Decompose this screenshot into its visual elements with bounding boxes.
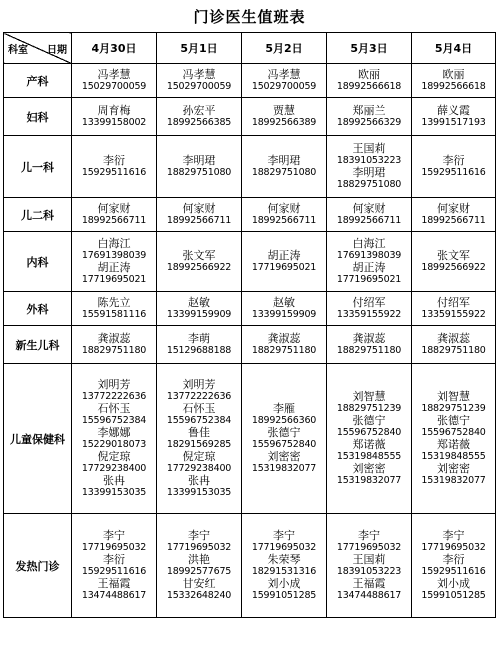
table-row bbox=[4, 364, 496, 514]
doctor-phone: 17719695032 bbox=[421, 541, 486, 553]
department-cell: 内科 bbox=[4, 232, 72, 292]
doctor-phone: 15332648240 bbox=[166, 589, 232, 601]
doctor-name: 何家财 bbox=[437, 201, 470, 215]
doctor-phone: 15596752840 bbox=[421, 426, 486, 438]
doctor-entry bbox=[412, 439, 495, 463]
doctor-name: 王福霞 bbox=[97, 576, 131, 590]
doctor-name: 刘智慧 bbox=[352, 389, 386, 403]
department-cell: 发热门诊 bbox=[4, 514, 72, 618]
table-row bbox=[4, 514, 496, 618]
doctor-name: 鲁佳 bbox=[188, 425, 210, 439]
doctor-phone: 15929511616 bbox=[81, 565, 147, 577]
doctor-phone: 18992566711 bbox=[166, 214, 232, 226]
date-header: 5月2日 bbox=[242, 33, 327, 64]
doctor-name: 王福霞 bbox=[352, 576, 386, 590]
doctor-phone: 17729238400 bbox=[166, 462, 232, 474]
doctor-entry bbox=[242, 333, 326, 357]
doctor-entry bbox=[327, 297, 411, 321]
doctor-phone: 13991517193 bbox=[421, 116, 486, 128]
doctor-entry bbox=[242, 427, 326, 451]
doctor-entry bbox=[327, 439, 411, 463]
doctor-phone: 15596752840 bbox=[251, 438, 317, 450]
doctor-entry bbox=[72, 578, 156, 602]
duty-cell bbox=[327, 64, 412, 98]
doctor-phone: 13474488617 bbox=[81, 589, 147, 601]
duty-cell bbox=[242, 232, 327, 292]
doctor-entry bbox=[72, 155, 156, 179]
doctor-entry bbox=[157, 530, 241, 554]
duty-cell bbox=[157, 98, 242, 136]
doctor-entry bbox=[72, 403, 156, 427]
doctor-name: 白海江 bbox=[97, 236, 131, 250]
doctor-name: 刘密密 bbox=[267, 449, 301, 463]
doctor-entry bbox=[327, 415, 411, 439]
duty-cell bbox=[242, 364, 327, 514]
doctor-phone: 18992566711 bbox=[336, 214, 402, 226]
doctor-phone: 17719695032 bbox=[336, 541, 402, 553]
doctor-name: 李明珺 bbox=[267, 153, 301, 167]
doctor-phone: 18291569285 bbox=[166, 438, 232, 450]
doctor-phone: 15129688188 bbox=[166, 344, 232, 356]
doctor-entry bbox=[412, 415, 495, 439]
doctor-phone: 18992566389 bbox=[251, 116, 317, 128]
duty-cell bbox=[412, 364, 496, 514]
doctor-phone: 15029700059 bbox=[251, 80, 317, 92]
duty-cell bbox=[157, 292, 242, 326]
doctor-name: 张德宁 bbox=[437, 413, 470, 427]
corner-dept-label: 科室 bbox=[8, 45, 28, 56]
doctor-phone: 15229018073 bbox=[81, 438, 147, 450]
doctor-phone: 18992566922 bbox=[166, 261, 232, 273]
doctor-phone: 15029700059 bbox=[166, 80, 232, 92]
duty-cell bbox=[412, 198, 496, 232]
doctor-phone: 15929511616 bbox=[421, 166, 486, 178]
doctor-name: 郑诺薇 bbox=[352, 437, 386, 451]
doctor-name: 赵敏 bbox=[188, 295, 210, 309]
doctor-phone: 18829751080 bbox=[336, 178, 402, 190]
doctor-entry bbox=[242, 250, 326, 274]
doctor-name: 李宁 bbox=[273, 528, 295, 542]
doctor-name: 胡正涛 bbox=[267, 248, 301, 262]
doctor-name: 李雁 bbox=[273, 401, 295, 415]
doctor-phone: 18992566711 bbox=[81, 214, 147, 226]
doctor-entry bbox=[72, 105, 156, 129]
doctor-name: 郑丽兰 bbox=[352, 103, 386, 117]
doctor-name: 李衍 bbox=[442, 153, 465, 167]
doctor-phone: 15591581116 bbox=[81, 308, 147, 320]
doctor-name: 石怀玉 bbox=[182, 401, 216, 415]
department-cell: 儿童保健科 bbox=[4, 364, 72, 514]
doctor-entry bbox=[327, 167, 411, 191]
department-cell: 儿一科 bbox=[4, 136, 72, 198]
duty-cell bbox=[327, 98, 412, 136]
doctor-phone: 15319832077 bbox=[251, 462, 317, 474]
doctor-phone: 13399153035 bbox=[81, 486, 147, 498]
doctor-name: 孙宏平 bbox=[182, 103, 216, 117]
doctor-name: 李明珺 bbox=[182, 153, 216, 167]
doctor-entry bbox=[412, 391, 495, 415]
table-row bbox=[4, 136, 496, 198]
duty-cell bbox=[412, 136, 496, 198]
duty-cell bbox=[72, 232, 157, 292]
doctor-phone: 13359155922 bbox=[421, 308, 486, 320]
doctor-phone: 15596752384 bbox=[81, 414, 147, 426]
doctor-phone: 15319848555 bbox=[421, 450, 486, 462]
doctor-entry bbox=[72, 238, 156, 262]
doctor-entry bbox=[72, 379, 156, 403]
doctor-entry bbox=[157, 578, 241, 602]
doctor-name: 张冉 bbox=[103, 473, 125, 487]
doctor-entry bbox=[327, 554, 411, 578]
doctor-entry bbox=[412, 203, 495, 227]
doctor-phone: 17691398039 bbox=[81, 249, 147, 261]
duty-cell bbox=[327, 292, 412, 326]
doctor-entry bbox=[242, 69, 326, 93]
duty-cell bbox=[242, 98, 327, 136]
doctor-name: 李宁 bbox=[188, 528, 210, 542]
date-header: 5月3日 bbox=[327, 33, 412, 64]
doctor-entry bbox=[72, 554, 156, 578]
duty-cell bbox=[412, 232, 496, 292]
doctor-name: 付绍军 bbox=[352, 295, 386, 309]
doctor-phone: 18391053223 bbox=[336, 565, 402, 577]
doctor-name: 张文军 bbox=[437, 248, 470, 262]
doctor-name: 刘密密 bbox=[437, 461, 470, 475]
doctor-entry bbox=[327, 105, 411, 129]
department-cell: 新生儿科 bbox=[4, 326, 72, 364]
doctor-phone: 15929511616 bbox=[421, 565, 486, 577]
doctor-phone: 17719695021 bbox=[251, 261, 317, 273]
doctor-name: 郑诺薇 bbox=[437, 437, 470, 451]
duty-cell bbox=[242, 136, 327, 198]
doctor-entry bbox=[327, 69, 411, 93]
doctor-name: 甘安红 bbox=[182, 576, 216, 590]
doctor-entry bbox=[242, 155, 326, 179]
duty-cell bbox=[242, 514, 327, 618]
doctor-name: 张冉 bbox=[188, 473, 210, 487]
doctor-entry bbox=[72, 69, 156, 93]
duty-cell bbox=[327, 326, 412, 364]
duty-cell bbox=[327, 232, 412, 292]
doctor-name: 倪定琼 bbox=[182, 449, 216, 463]
corner-header bbox=[4, 33, 72, 64]
doctor-phone: 18391053223 bbox=[336, 154, 402, 166]
department-cell: 产科 bbox=[4, 64, 72, 98]
doctor-name: 李宁 bbox=[103, 528, 125, 542]
duty-cell bbox=[327, 514, 412, 618]
doctor-phone: 18829751180 bbox=[336, 344, 402, 356]
duty-cell bbox=[157, 64, 242, 98]
table-row bbox=[4, 326, 496, 364]
doctor-name: 龚淑蕊 bbox=[267, 331, 301, 345]
duty-cell bbox=[157, 326, 242, 364]
duty-cell bbox=[242, 198, 327, 232]
doctor-phone: 17719695032 bbox=[81, 541, 147, 553]
doctor-entry bbox=[242, 297, 326, 321]
doctor-name: 朱荣琴 bbox=[267, 552, 301, 566]
duty-cell bbox=[412, 326, 496, 364]
doctor-name: 洪艳 bbox=[188, 552, 210, 566]
doctor-entry bbox=[242, 403, 326, 427]
doctor-name: 冯孝慧 bbox=[97, 67, 131, 81]
duty-cell bbox=[157, 364, 242, 514]
duty-cell bbox=[412, 98, 496, 136]
doctor-phone: 13399153035 bbox=[166, 486, 232, 498]
duty-cell bbox=[242, 326, 327, 364]
doctor-entry bbox=[157, 250, 241, 274]
doctor-entry bbox=[412, 69, 495, 93]
doctor-phone: 13399158002 bbox=[81, 116, 147, 128]
doctor-name: 龚淑蕊 bbox=[352, 331, 386, 345]
doctor-phone: 18992566385 bbox=[166, 116, 232, 128]
corner-date-label: 日期 bbox=[47, 45, 67, 56]
doctor-name: 胡正涛 bbox=[97, 260, 131, 274]
doctor-entry bbox=[412, 155, 495, 179]
doctor-phone: 15991051285 bbox=[251, 589, 317, 601]
duty-cell bbox=[412, 514, 496, 618]
table-row bbox=[4, 64, 496, 98]
doctor-entry bbox=[412, 333, 495, 357]
duty-cell bbox=[72, 136, 157, 198]
doctor-phone: 17729238400 bbox=[81, 462, 147, 474]
doctor-entry bbox=[157, 333, 241, 357]
doctor-name: 李宁 bbox=[442, 528, 465, 542]
doctor-entry bbox=[157, 451, 241, 475]
header-row bbox=[4, 33, 496, 64]
doctor-phone: 18992566329 bbox=[336, 116, 402, 128]
doctor-name: 张德宁 bbox=[352, 413, 386, 427]
doctor-phone: 18829751080 bbox=[251, 166, 317, 178]
doctor-entry bbox=[72, 427, 156, 451]
doctor-entry bbox=[72, 530, 156, 554]
doctor-phone: 13474488617 bbox=[336, 589, 402, 601]
doctor-entry bbox=[242, 451, 326, 475]
date-header: 5月4日 bbox=[412, 33, 496, 64]
doctor-name: 何家财 bbox=[97, 201, 131, 215]
doctor-phone: 18992566618 bbox=[336, 80, 402, 92]
doctor-phone: 18829751180 bbox=[81, 344, 147, 356]
date-header: 5月1日 bbox=[157, 33, 242, 64]
doctor-name: 周育梅 bbox=[97, 103, 131, 117]
doctor-entry bbox=[327, 143, 411, 167]
doctor-entry bbox=[327, 391, 411, 415]
doctor-entry bbox=[242, 203, 326, 227]
duty-cell bbox=[157, 232, 242, 292]
table-row bbox=[4, 98, 496, 136]
doctor-entry bbox=[157, 155, 241, 179]
doctor-phone: 13772222636 bbox=[81, 390, 147, 402]
doctor-name: 白海江 bbox=[352, 236, 386, 250]
doctor-entry bbox=[412, 530, 495, 554]
doctor-entry bbox=[412, 578, 495, 602]
doctor-entry bbox=[412, 554, 495, 578]
doctor-phone: 17719695021 bbox=[81, 273, 147, 285]
doctor-phone: 15596752840 bbox=[336, 426, 402, 438]
duty-cell bbox=[327, 364, 412, 514]
doctor-entry bbox=[72, 475, 156, 499]
doctor-phone: 13772222636 bbox=[166, 390, 232, 402]
doctor-name: 刘小成 bbox=[267, 576, 301, 590]
doctor-phone: 15596752384 bbox=[166, 414, 232, 426]
duty-cell bbox=[72, 514, 157, 618]
date-header: 4月30日 bbox=[72, 33, 157, 64]
doctor-phone: 13399159909 bbox=[166, 308, 232, 320]
doctor-phone: 18829751239 bbox=[336, 402, 402, 414]
doctor-name: 薛义霞 bbox=[437, 103, 470, 117]
doctor-phone: 15319832077 bbox=[336, 474, 402, 486]
doctor-phone: 18992566618 bbox=[421, 80, 486, 92]
doctor-phone: 18829751080 bbox=[166, 166, 232, 178]
doctor-name: 何家财 bbox=[352, 201, 386, 215]
doctor-entry bbox=[72, 451, 156, 475]
doctor-name: 冯孝慧 bbox=[267, 67, 301, 81]
doctor-phone: 18992577675 bbox=[166, 565, 232, 577]
doctor-entry bbox=[157, 427, 241, 451]
doctor-name: 李明珺 bbox=[352, 165, 386, 179]
doctor-name: 付绍军 bbox=[437, 295, 470, 309]
doctor-phone: 18829751239 bbox=[421, 402, 486, 414]
doctor-phone: 18291531316 bbox=[251, 565, 317, 577]
department-cell: 儿二科 bbox=[4, 198, 72, 232]
duty-cell bbox=[327, 136, 412, 198]
doctor-phone: 18992566711 bbox=[251, 214, 317, 226]
doctor-entry bbox=[327, 203, 411, 227]
doctor-name: 何家财 bbox=[182, 201, 216, 215]
doctor-name: 何家财 bbox=[267, 201, 301, 215]
doctor-entry bbox=[242, 554, 326, 578]
doctor-entry bbox=[412, 463, 495, 487]
duty-cell bbox=[242, 292, 327, 326]
doctor-phone: 13399159909 bbox=[251, 308, 317, 320]
doctor-name: 龚淑蕊 bbox=[437, 331, 470, 345]
duty-cell bbox=[157, 514, 242, 618]
duty-cell bbox=[72, 98, 157, 136]
doctor-phone: 17719695032 bbox=[166, 541, 232, 553]
doctor-entry bbox=[72, 262, 156, 286]
doctor-entry bbox=[157, 69, 241, 93]
doctor-name: 陈先立 bbox=[97, 295, 131, 309]
doctor-name: 刘智慧 bbox=[437, 389, 470, 403]
duty-cell bbox=[72, 64, 157, 98]
doctor-entry bbox=[242, 578, 326, 602]
doctor-entry bbox=[72, 333, 156, 357]
doctor-entry bbox=[327, 333, 411, 357]
doctor-name: 石怀玉 bbox=[97, 401, 131, 415]
doctor-phone: 17691398039 bbox=[336, 249, 402, 261]
doctor-entry bbox=[72, 297, 156, 321]
doctor-phone: 13359155922 bbox=[336, 308, 402, 320]
doctor-name: 欧丽 bbox=[358, 67, 380, 81]
doctor-entry bbox=[157, 379, 241, 403]
department-cell: 妇科 bbox=[4, 98, 72, 136]
doctor-phone: 18992566360 bbox=[251, 414, 317, 426]
doctor-entry bbox=[327, 578, 411, 602]
duty-cell bbox=[72, 364, 157, 514]
doctor-entry bbox=[412, 105, 495, 129]
doctor-entry bbox=[327, 530, 411, 554]
doctor-entry bbox=[327, 238, 411, 262]
doctor-name: 李娜娜 bbox=[97, 425, 131, 439]
department-cell: 外科 bbox=[4, 292, 72, 326]
doctor-phone: 18992566922 bbox=[421, 261, 486, 273]
doctor-phone: 18829751180 bbox=[251, 344, 317, 356]
doctor-entry bbox=[157, 105, 241, 129]
duty-cell bbox=[72, 292, 157, 326]
duty-cell bbox=[157, 198, 242, 232]
doctor-phone: 17719695021 bbox=[336, 273, 402, 285]
doctor-name: 张文军 bbox=[182, 248, 216, 262]
doctor-name: 李衍 bbox=[442, 552, 465, 566]
doctor-phone: 17719695032 bbox=[251, 541, 317, 553]
doctor-entry bbox=[327, 463, 411, 487]
duty-cell bbox=[72, 198, 157, 232]
table-row bbox=[4, 232, 496, 292]
doctor-name: 王国莉 bbox=[352, 141, 386, 155]
duty-cell bbox=[412, 292, 496, 326]
doctor-entry bbox=[72, 203, 156, 227]
duty-cell bbox=[157, 136, 242, 198]
doctor-entry bbox=[157, 403, 241, 427]
doctor-name: 张德宁 bbox=[267, 425, 301, 439]
table-row bbox=[4, 198, 496, 232]
doctor-name: 冯孝慧 bbox=[182, 67, 216, 81]
page-title: 门诊医生值班表 bbox=[193, 8, 306, 26]
table-row bbox=[4, 292, 496, 326]
doctor-phone: 15929511616 bbox=[81, 166, 147, 178]
doctor-name: 刘小成 bbox=[437, 576, 470, 590]
doctor-phone: 18829751180 bbox=[421, 344, 486, 356]
doctor-name: 胡正涛 bbox=[352, 260, 386, 274]
duty-cell bbox=[72, 326, 157, 364]
doctor-name: 刘密密 bbox=[352, 461, 386, 475]
doctor-entry bbox=[157, 203, 241, 227]
duty-cell bbox=[327, 198, 412, 232]
doctor-name: 刘明芳 bbox=[182, 377, 216, 391]
doctor-phone: 15029700059 bbox=[81, 80, 147, 92]
doctor-phone: 18992566711 bbox=[421, 214, 486, 226]
doctor-phone: 15991051285 bbox=[421, 589, 486, 601]
doctor-name: 王国莉 bbox=[352, 552, 386, 566]
doctor-entry bbox=[327, 262, 411, 286]
doctor-entry bbox=[157, 475, 241, 499]
doctor-name: 倪定琼 bbox=[97, 449, 131, 463]
doctor-name: 李衍 bbox=[103, 552, 125, 566]
duty-cell bbox=[412, 64, 496, 98]
doctor-entry bbox=[157, 297, 241, 321]
doctor-name: 贾慧 bbox=[273, 103, 295, 117]
doctor-name: 龚淑蕊 bbox=[97, 331, 131, 345]
doctor-name: 李萌 bbox=[188, 331, 210, 345]
doctor-entry bbox=[242, 105, 326, 129]
doctor-name: 欧丽 bbox=[442, 67, 465, 81]
doctor-entry bbox=[412, 250, 495, 274]
doctor-name: 李衍 bbox=[103, 153, 125, 167]
duty-table bbox=[3, 32, 496, 618]
doctor-phone: 15319832077 bbox=[421, 474, 486, 486]
doctor-entry bbox=[242, 530, 326, 554]
doctor-name: 李宁 bbox=[358, 528, 380, 542]
doctor-name: 赵敏 bbox=[273, 295, 295, 309]
duty-cell bbox=[242, 64, 327, 98]
doctor-entry bbox=[157, 554, 241, 578]
doctor-phone: 15319848555 bbox=[336, 450, 402, 462]
doctor-entry bbox=[412, 297, 495, 321]
doctor-name: 刘明芳 bbox=[97, 377, 131, 391]
